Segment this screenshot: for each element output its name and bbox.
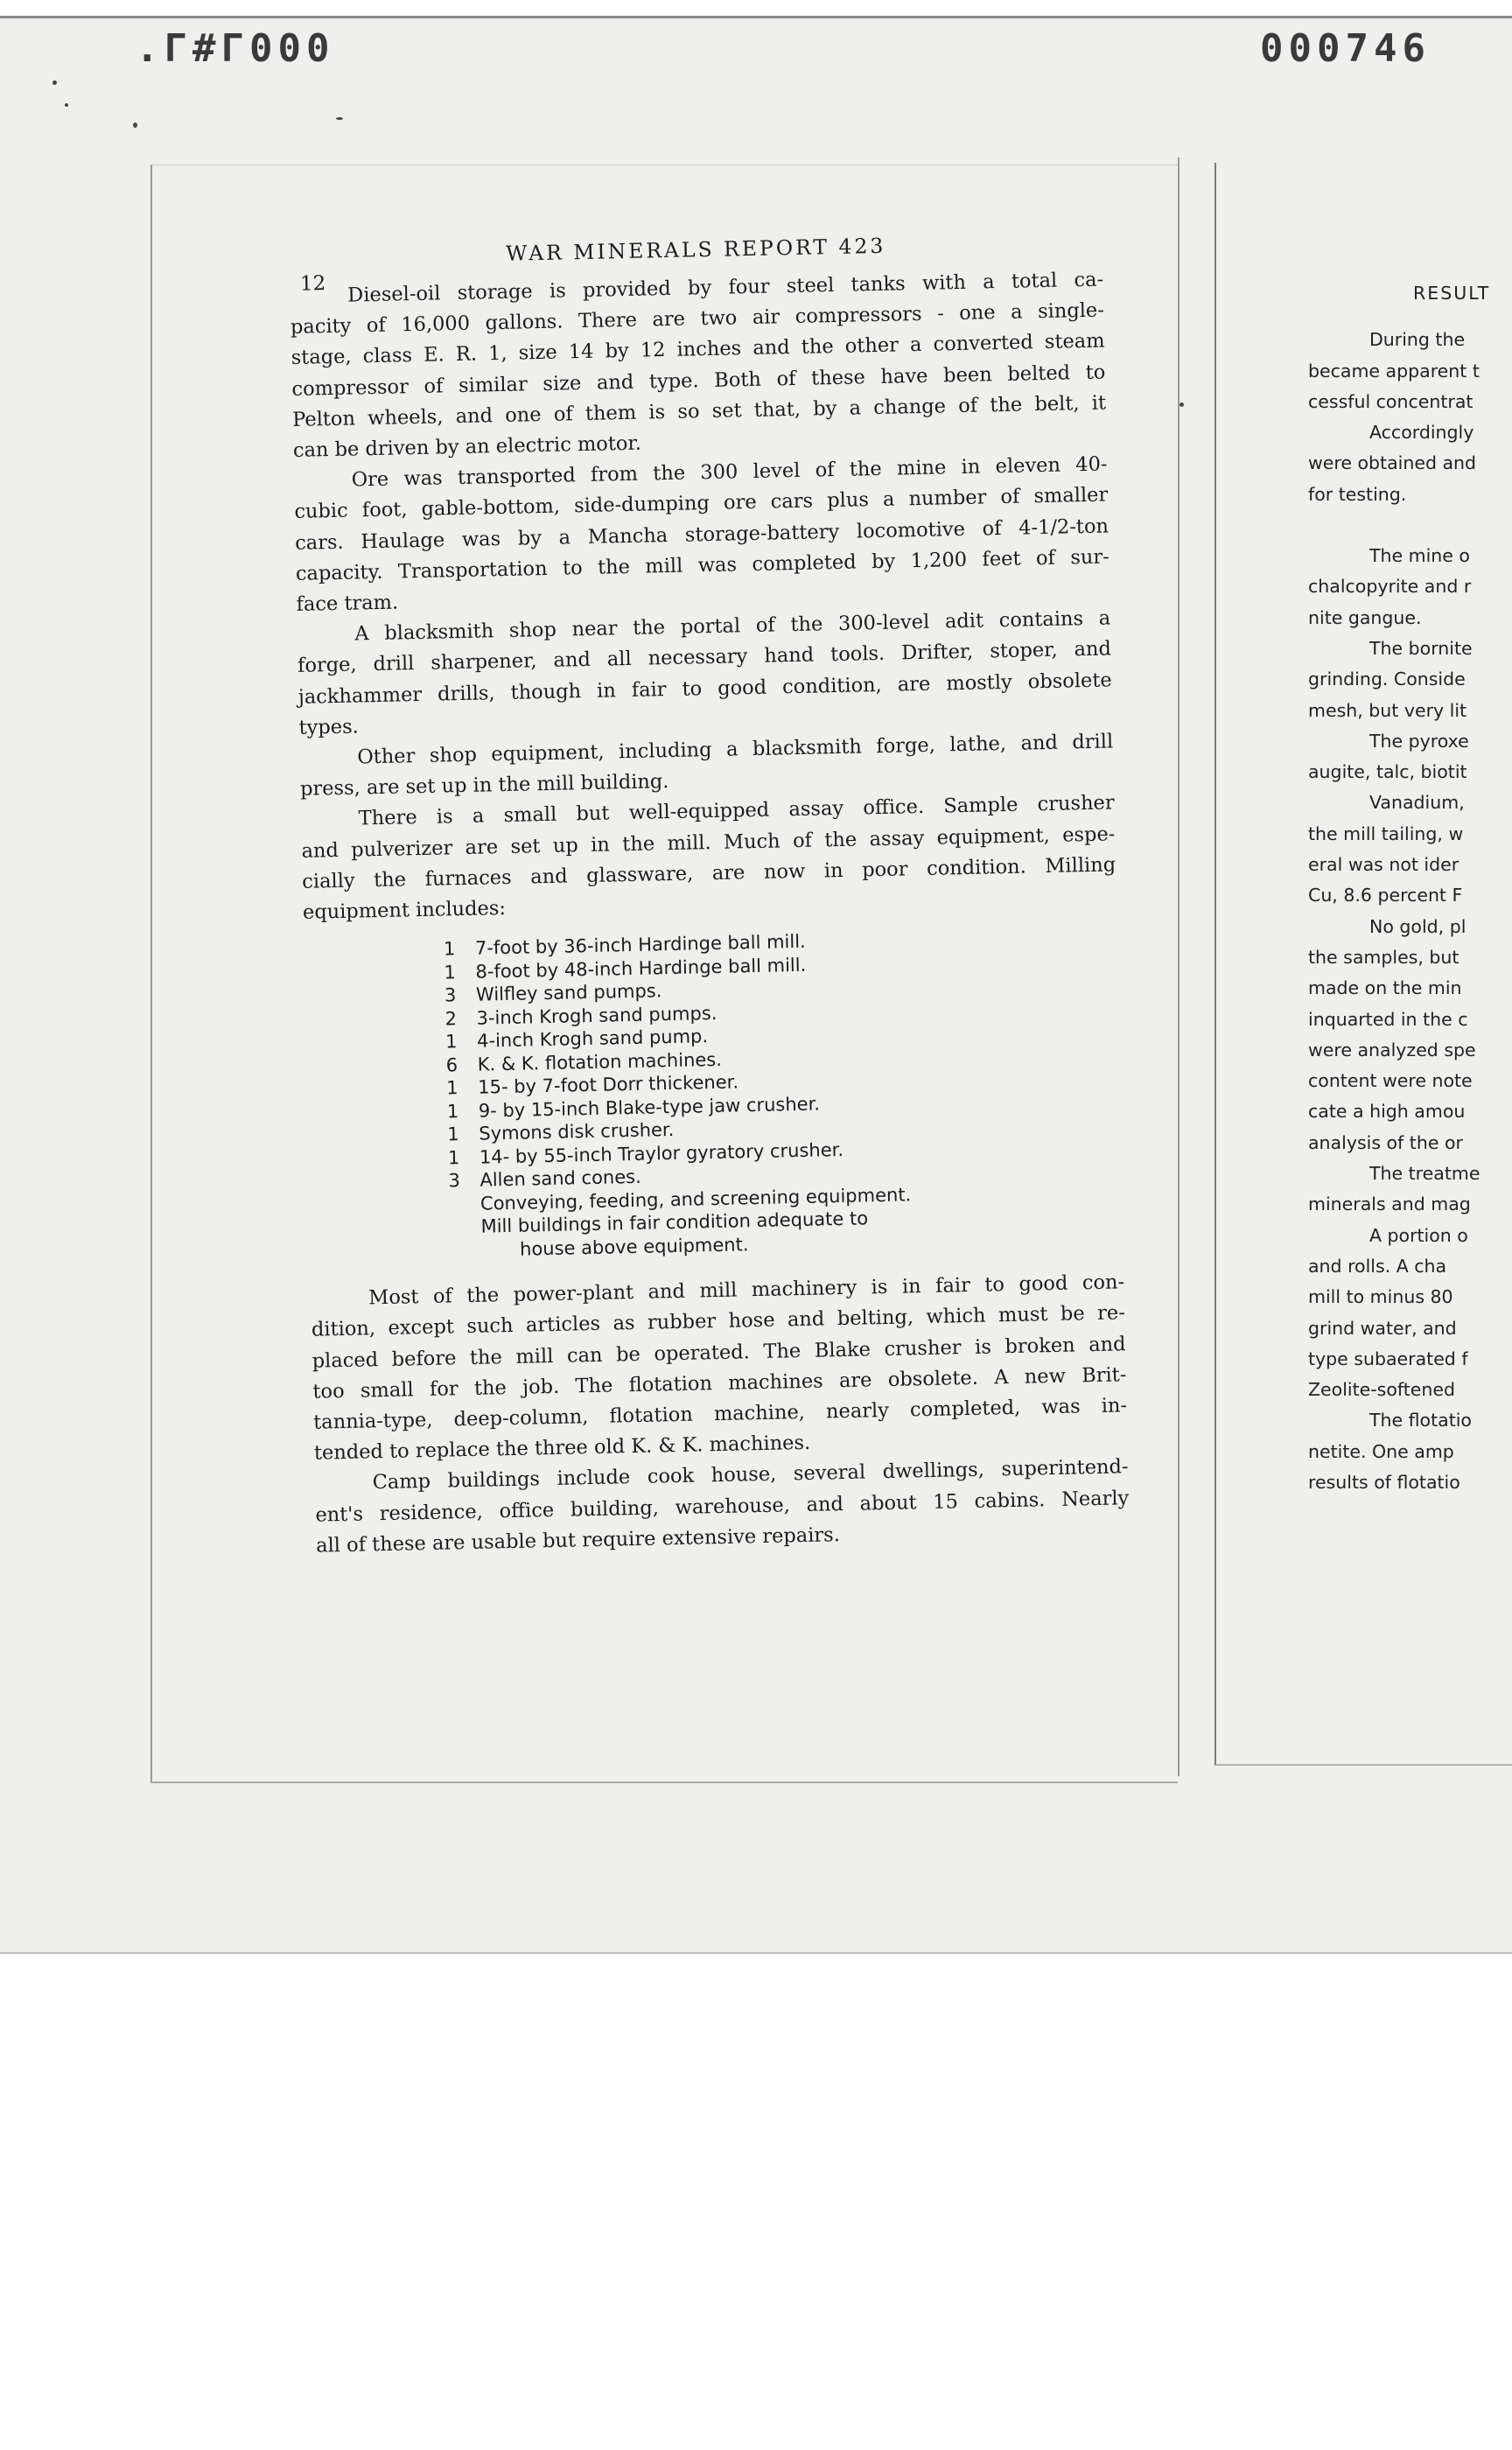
text-line: all of these are usable but require extensive repairs. [315,1523,841,1558]
scan-speck [65,103,68,107]
text-line: Vanadium, [1369,792,1465,814]
scan-speck [52,80,57,85]
text-line: eral was not ider [1308,854,1460,876]
text-line: compressor of similar size and type. Both of these have been belted to [291,360,1106,401]
text-line: jackhammer drills, though in fair to good condition, are mostly obsolete [298,668,1112,709]
text-line: Pelton wheels, and one of them is so set that, by a change of the belt, it [291,391,1107,431]
text-line: nite gangue. [1308,606,1422,628]
text-line: equipment includes: [302,897,507,924]
right-page-text [1308,278,1512,1498]
report-title: WAR MINERALS REPORT 423 [505,233,886,266]
text-line: There is a small but well-equipped assay office. Sample crusher [358,791,1115,830]
text-line: capacity. Transportation to the mill was completed by 1,200 feet of sur- [295,545,1110,585]
item-quantity: 3 [444,984,457,1006]
item-name: 3-inch Krogh sand pumps. [476,1002,718,1029]
text-line: press, are set up in the mill building. [299,770,669,802]
text-line: became apparent t [1308,360,1480,382]
text-line: augite, talc, biotit [1308,761,1467,783]
text-line: Most of the power-plant and mill machinery is in fair to good con- [368,1270,1125,1310]
item-name: 4-inch Krogh sand pump. [476,1026,709,1052]
item-name: 8-foot by 48-inch Hardinge ball mill. [475,954,807,983]
text-line: cessful concentrat [1308,390,1474,412]
item-quantity: 3 [448,1170,461,1192]
text-line: Accordingly [1369,422,1474,444]
text-line: During the [1369,329,1466,351]
text-line: were analyzed spe [1308,1039,1476,1060]
blank-line [1308,510,1512,541]
text-line: No gold, pl [1369,915,1466,937]
text-line: Diesel-oil storage is provided by four steel tanks with a total ca- [346,268,1104,307]
item-quantity: 1 [447,1146,460,1169]
item-quantity: 6 [445,1054,458,1076]
list-item: house above equipment. [519,1234,749,1260]
paragraph-ore-transport [293,450,1110,620]
item-quantity: 1 [447,1124,459,1145]
text-line: were obtained and [1308,452,1477,474]
item-name: 9- by 15-inch Blake-type jaw crusher. [478,1093,821,1122]
text-line: forge, drill sharpener, and all necessary hand tools. Drifter, stoper, and [297,637,1112,678]
item-quantity: 1 [446,1077,458,1099]
text-line: cars. Haulage was by a Mancha storage-battery locomotive of 4-1/2-ton [294,514,1110,555]
stamp-right: 000746 [1260,26,1431,71]
item-quantity: 1 [444,961,457,984]
item-name: Wilfley sand pumps. [475,980,662,1005]
text-line: The treatme [1369,1163,1480,1185]
text-line: placed before the mill can be operated. The Blake crusher is broken and [312,1332,1126,1373]
paragraph-blacksmith-shop [297,604,1113,744]
text-line: tended to replace the three old K. & K. machines. [313,1432,811,1465]
text-line: types. [298,715,360,739]
right-page-lines [1308,325,1512,1498]
text-line: chalcopyrite and r [1308,576,1472,598]
scan-speck [336,117,343,120]
page-divider [1178,158,1180,1776]
text-line: The mine o [1369,545,1470,567]
item-name: 15- by 7-foot Dorr thickener. [478,1071,739,1098]
item-name: 7-foot by 36-inch Hardinge ball mill. [474,931,806,959]
text-line: A blacksmith shop near the portal of the 300-level adit contains a [354,606,1111,646]
text-line: cubic foot, gable-bottom, side-dumping ore cars plus a number of smaller [294,483,1109,524]
text-line: ent's residence, office building, warehouse, and about 15 cabins. Nearly [315,1486,1130,1527]
scan-speck [133,122,137,128]
item-quantity: 1 [444,1031,458,1053]
text-line: and rolls. A cha [1308,1255,1447,1277]
text-line: made on the min [1308,977,1462,999]
text-line: cially the furnaces and glassware, are now in poor condition. Milling [302,853,1116,893]
text-line: grind water, and [1308,1317,1457,1339]
section-heading: RESULT [1413,283,1491,304]
text-line: A portion o [1369,1224,1468,1246]
left-page-text [289,227,1130,1562]
scan-speck [1180,402,1184,407]
text-line: results of flotatio [1308,1471,1460,1493]
text-line: mesh, but very lit [1308,699,1467,721]
text-line: The flotatio [1369,1410,1472,1432]
text-line: dition, except such articles as rubber hose and belting, which must be re- [311,1301,1126,1342]
text-line: can be driven by an electric motor. [292,431,642,462]
text-line: The bornite [1369,637,1473,659]
text-line: too small for the job. The flotation machines are obsolete. A new Brit- [312,1363,1127,1404]
text-line: face tram. [296,591,399,616]
text-line: Camp buildings include cook house, several dwellings, superintend- [372,1455,1129,1494]
text-line: type subaerated f [1308,1348,1468,1369]
text-line: tannia-type, deep-column, flotation machine, nearly completed, was in- [312,1394,1128,1434]
text-line: netite. One amp [1308,1440,1454,1462]
paragraph-diesel-storage [290,265,1107,467]
text-line: analysis of the or [1308,1131,1463,1153]
text-line: inquarted in the c [1308,1008,1468,1030]
page-number: 12 [299,272,326,296]
paragraph-machinery-condition [311,1268,1128,1470]
item-quantity: 1 [443,938,456,960]
text-line: the samples, but [1308,946,1460,968]
list-item: Mill buildings in fair condition adequate to [480,1208,869,1237]
item-name: 14- by 55-inch Traylor gyratory crusher. [479,1138,844,1168]
text-line: Other shop equipment, including a blacksmith forge, lathe, and drill [357,730,1114,769]
text-line: Zeolite-softened [1308,1379,1455,1401]
equipment-list [444,924,1124,1263]
item-quantity: 2 [444,1007,458,1030]
text-line: the mill tailing, w [1308,822,1464,844]
paragraph-assay-office [300,788,1116,928]
text-line: mill to minus 80 [1308,1286,1453,1308]
item-name: Allen sand cones. [480,1166,641,1191]
text-line: stage, class E. R. 1, size 14 by 12 inches and the other a converted steam [290,329,1105,370]
item-name: K. & K. flotation machines. [477,1048,723,1075]
text-line: The pyroxe [1369,730,1469,752]
text-line: Ore was transported from the 300 level of the mine in eleven 40- [351,452,1108,492]
stamp-left: .Γ#Γ000 [136,26,335,71]
text-line: grinding. Conside [1308,668,1466,690]
text-line: and pulverizer are set up in the mill. Much of the assay equipment, espe- [301,822,1116,863]
text-line: for testing. [1308,483,1407,505]
item-quantity: 1 [446,1100,459,1123]
text-line: cate a high amou [1308,1101,1466,1123]
paragraph-camp-buildings [314,1452,1130,1562]
text-line: Cu, 8.6 percent F [1308,885,1463,906]
list-item: Conveying, feeding, and screening equipment. [480,1184,912,1214]
item-name: Symons disk crusher. [479,1119,675,1144]
text-line: content were note [1308,1070,1473,1092]
text-line: pacity of 16,000 gallons. There are two air compressors - one a single- [290,298,1105,340]
text-line: minerals and mag [1308,1194,1471,1215]
